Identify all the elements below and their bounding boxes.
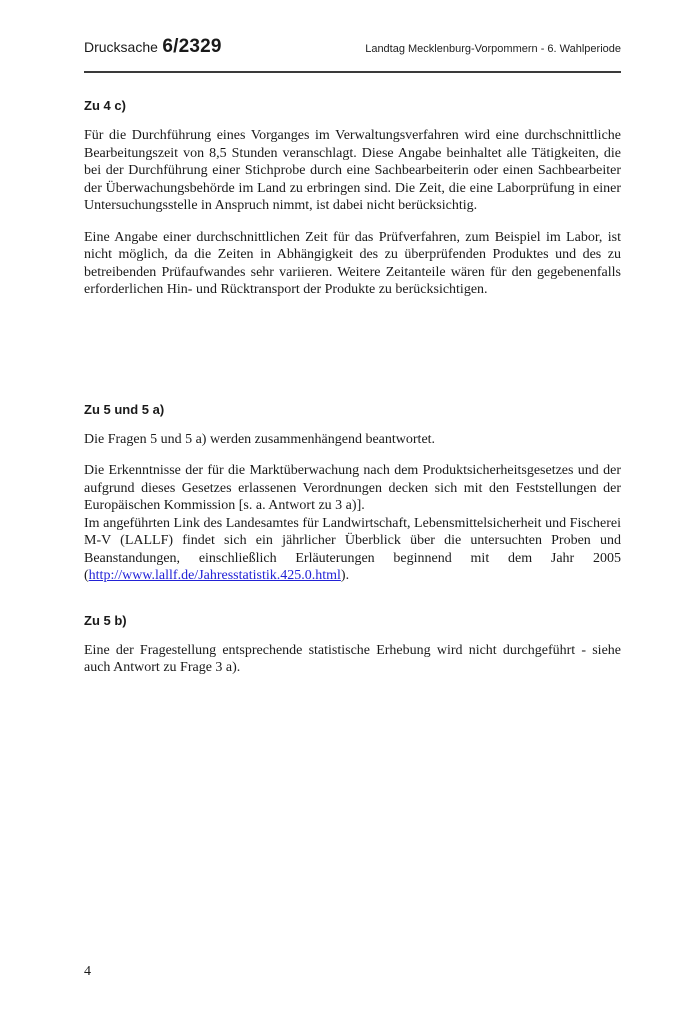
page-number: 4 (84, 964, 91, 979)
lallf-statistics-link[interactable]: http://www.lallf.de/Jahresstatistik.425.0.html (88, 568, 341, 583)
paragraph-5-5a-3-before-link: Im angeführten Link des Landesamtes für Landwirtschaft, Lebensmittelsicherheit und Fischerei M-V (LALLF) findet sich ein jährlicher Überblick über die untersuchten Proben und Beanstandungen, einschließlich Erläuterungen beginnend mit dem Jahr 2005 ( (84, 515, 621, 583)
paragraph-4c-2: Eine Angabe einer durchschnittlichen Zeit für das Prüfverfahren, zum Beispiel im Labor, ist nicht möglich, da die Zeiten in Abhängigkeit des zu überprüfenden Produktes und des zu betreibenden Prüfaufwandes sehr variieren. Weitere Zeitanteile wären für den gegebenenfalls erforderlichen Hin- und Rücktransport der Produkte zu berücksichtigen. (84, 229, 621, 297)
section-heading-4c: Zu 4 c) (84, 98, 126, 113)
question-5-block (165, 345, 521, 360)
section-heading-5b: Zu 5 b) (84, 612, 127, 628)
section-heading-5-5a: Zu 5 und 5 a) (84, 401, 165, 417)
paragraph-5-5a-1: Die Fragen 5 und 5 a) werden zusammenhängend beantwortet. (84, 431, 436, 447)
doc-number: 6/2329 (162, 36, 222, 57)
header-divider (84, 71, 621, 73)
session-info: Landtag Mecklenburg-Vorpommern - 6. Wahlperiode (365, 43, 621, 55)
paragraph-4c-1: Für die Durchführung eines Vorganges im Verwaltungsverfahren wird eine durchschnittliche Bearbeitungszeit von 8,5 Stunden veranschlagt. Diese Angabe beinhaltet alle Tätigkeiten, die bei der Durchführung einer Stichprobe durch eine Sachbearbeiterin oder einen Sachbearbeiter der Überwachungsbehörde im Land zu erbringen sind. Die Zeit, die eine Laborprüfung in einer Untersuchungsstelle in Anspruch nimmt, ist dabei nicht berücksichtig. (84, 128, 621, 213)
paragraph-5-5a-2-text: Die Erkenntnisse der für die Marktüberwachung nach dem Produktsicherheitsgesetzes und der aufgrund dieses Gesetzes erlassenen Verordnungen decken sich mit den Feststellungen der Europäischen Kommission [s. a. Antwort zu 3 a)]. (84, 463, 621, 513)
paragraph-5b-1: Eine der Fragestellung entsprechende statistische Erhebung wird nicht durchgeführt - siehe auch Antwort zu Frage 3 a). (84, 642, 621, 675)
document-page (0, 36, 700, 677)
paragraph-5-5a-2 (84, 462, 621, 515)
doc-id (84, 36, 222, 58)
paragraph-5-5a-3-after-link: ). (340, 568, 350, 583)
paragraph-5-5a-3 (84, 515, 621, 585)
page-header (84, 36, 621, 58)
doc-label: Drucksache (84, 39, 158, 55)
